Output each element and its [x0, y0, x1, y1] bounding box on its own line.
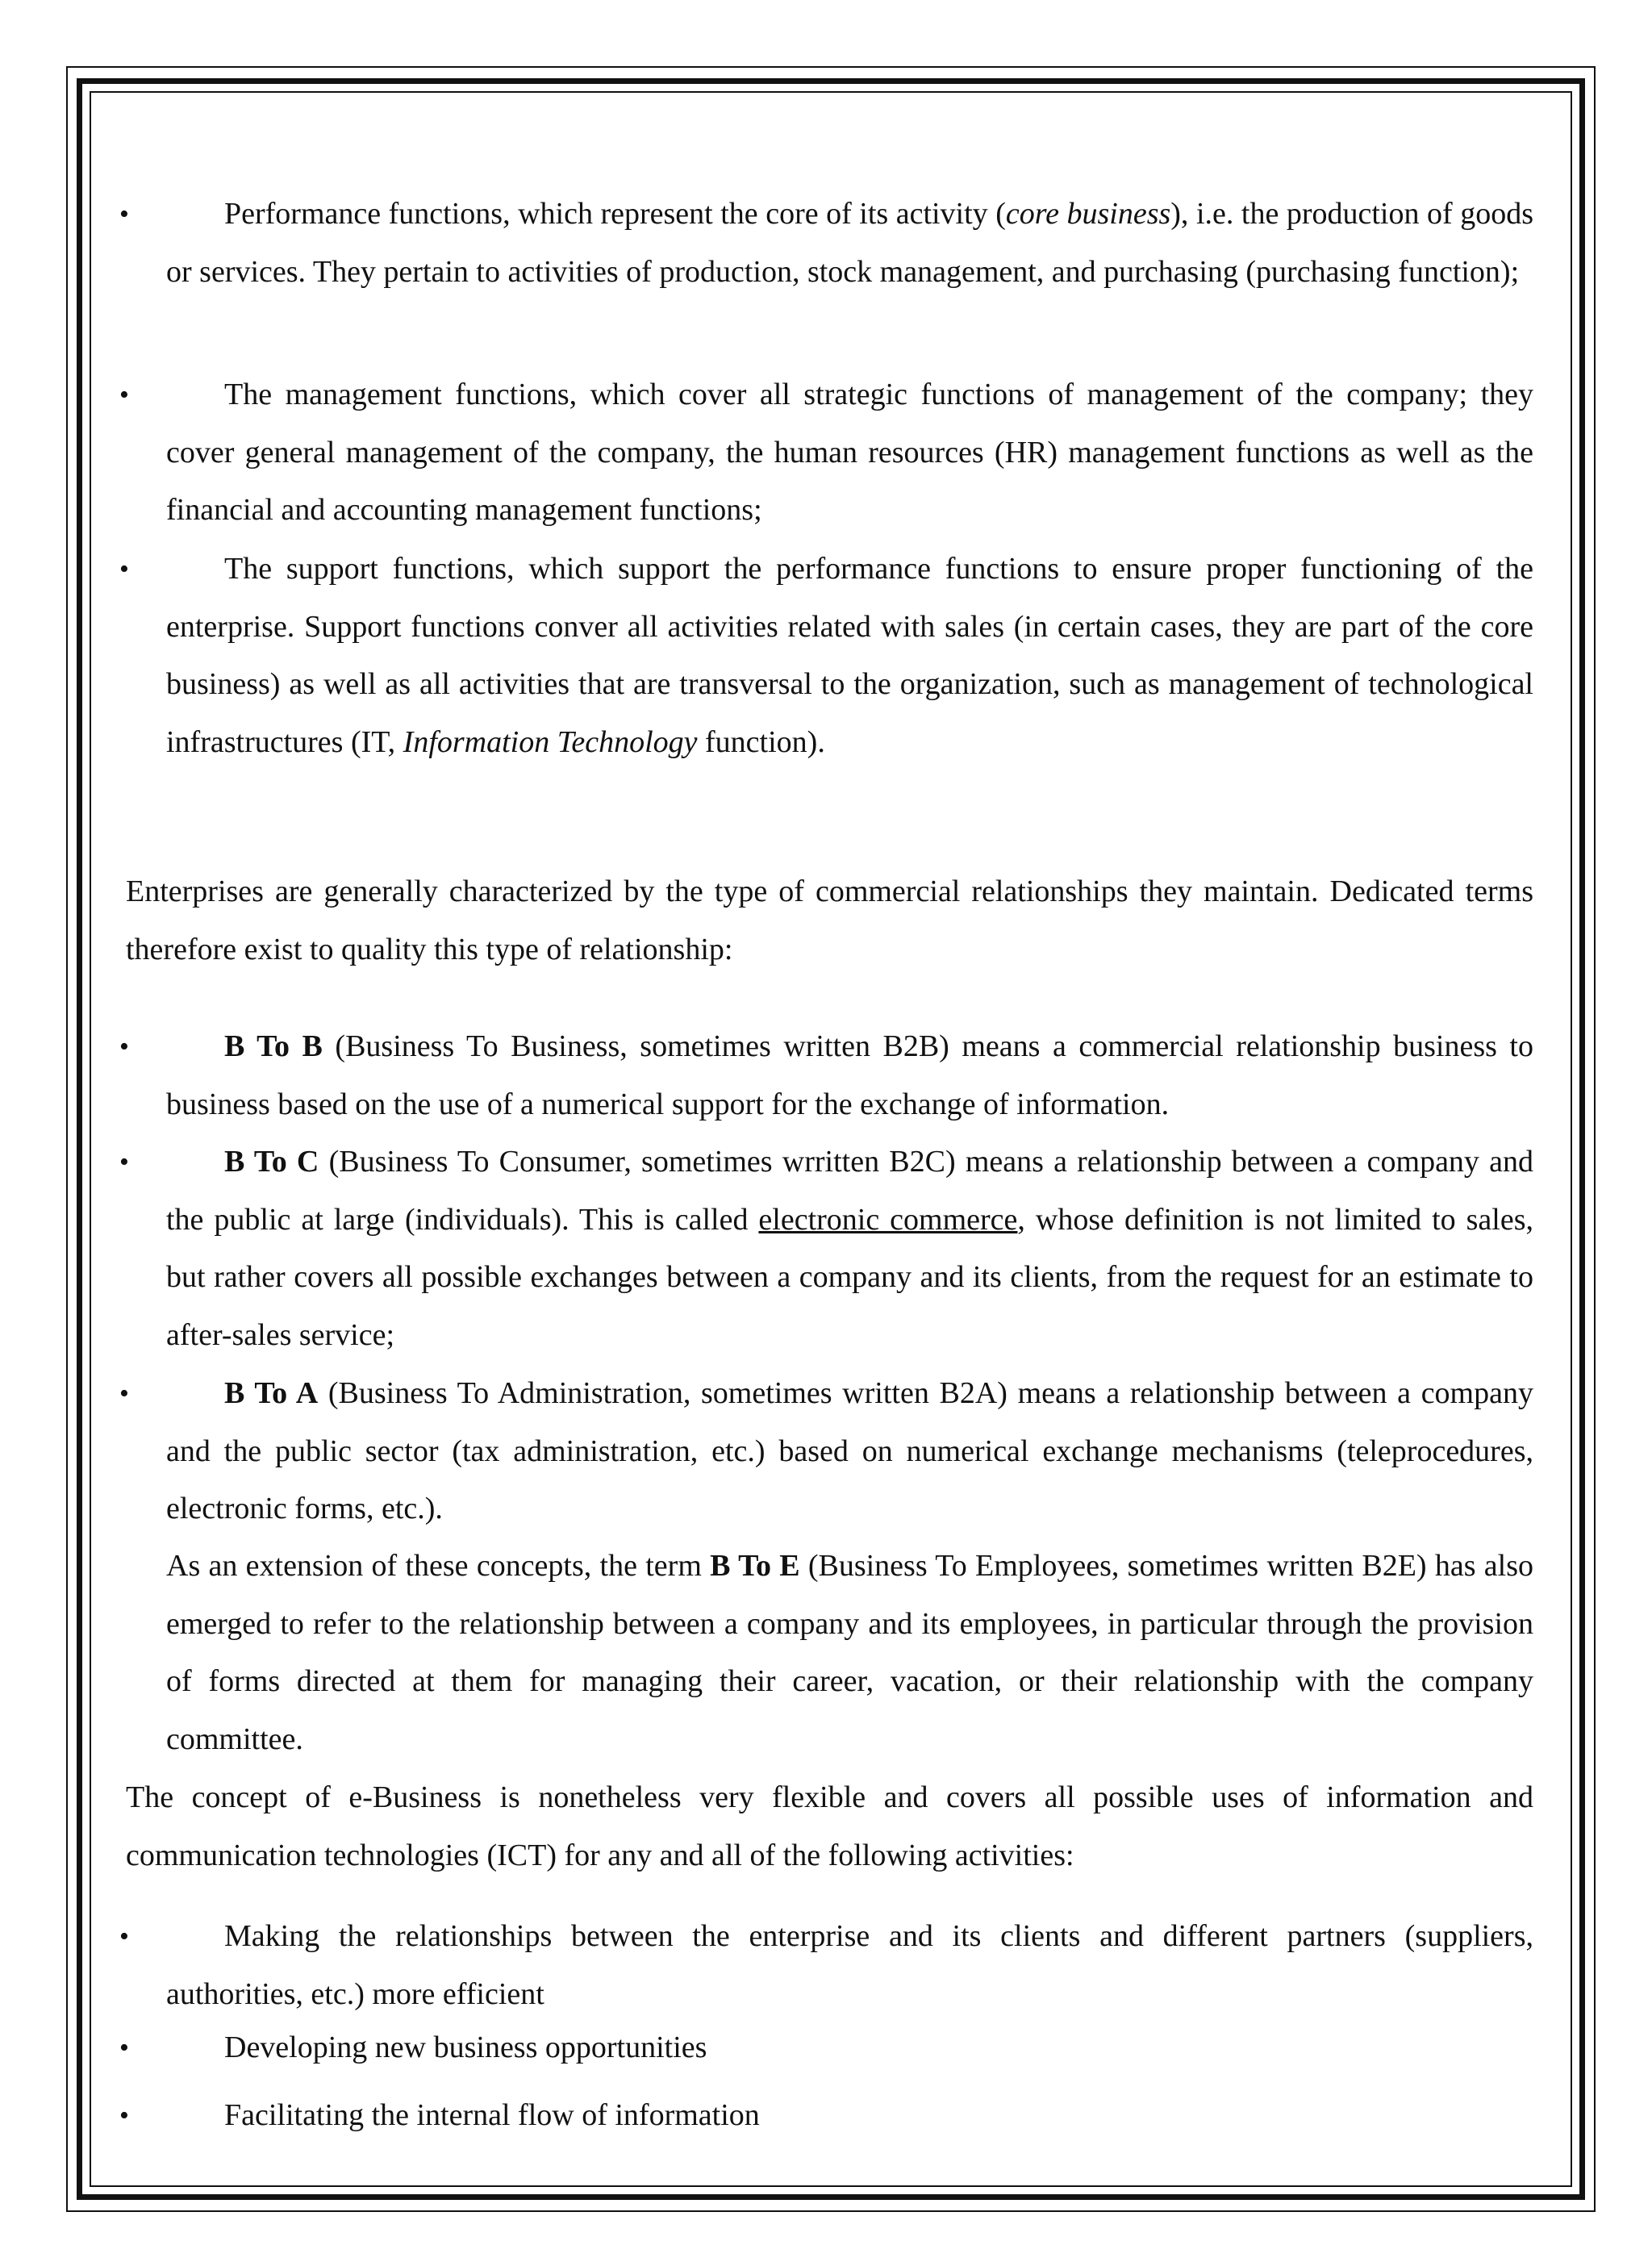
bullet-icon: • [119, 1922, 129, 1951]
bullet-icon: • [119, 1379, 129, 1409]
list-item-support-functions: The support functions, which support the performance functions to ensure proper functioning of the enterprise. Support functions conver all activities related with sales (in certain cases, they are part of the core business) as well as all activities that are transversal to the organization, such as management of technological infrastructures (IT, Information Technology function). [166, 552, 1533, 759]
list-item-activity-relationships: Making the relationships between the enterprise and its clients and different partners (suppliers, authorities, etc.) more efficient [166, 1919, 1533, 2011]
bullet-icon: • [119, 1147, 129, 1177]
bullet-icon: • [119, 554, 129, 584]
list-item-activity-opportunities: Developing new business opportunities [224, 2030, 707, 2064]
bullet-icon: • [119, 2033, 129, 2063]
list-item-b-to-b: B To B (Business To Business, sometimes written B2B) means a commercial relationship business to business based on the use of a numerical support for the exchange of information. [166, 1029, 1533, 1121]
electronic-commerce-link[interactable]: electronic commerce [758, 1202, 1018, 1237]
list-item-management-functions: The management functions, which cover all strategic functions of management of the company; they cover general management of the company, the human resources (HR) management functions as well as the financial and accounting management functions; [166, 378, 1533, 527]
paragraph-ebusiness-intro: The concept of e-Business is nonetheless very flexible and covers all possible uses of information and communication technologies (ICT) for any and all of the following activities: [126, 1780, 1533, 1872]
paragraph-relationships-intro: Enterprises are generally characterized by the type of commercial relationships they maintain. Dedicated terms therefore exist to quality this type of relationship: [126, 874, 1533, 966]
list-item-performance-functions: Performance functions, which represent the core of its activity (core business), i.e. the production of goods or services. They pertain to activities of production, stock management, and purchasing (purchasing function); [166, 197, 1533, 289]
bullet-icon: • [119, 2101, 129, 2131]
bullet-icon: • [119, 380, 129, 410]
list-item-activity-information-flow: Facilitating the internal flow of information [224, 2098, 760, 2132]
bullet-icon: • [119, 199, 129, 229]
bullet-icon: • [119, 1032, 129, 1062]
list-item-b-to-a: B To A (Business To Administration, sometimes written B2A) means a relationship between a company and the public sector (tax administration, etc.) based on numerical exchange mechanisms (teleprocedures, electronic forms, etc.). [166, 1376, 1533, 1525]
paragraph-b-to-e-extension: As an extension of these concepts, the term B To E (Business To Employees, sometimes written B2E) has also emerged to refer to the relationship between a company and its employees, in particular through the provision of forms directed at them for managing their career, vacation, or their relationship with the company committee. [166, 1549, 1533, 1756]
list-item-b-to-c: B To C (Business To Consumer, sometimes wrritten B2C) means a relationship between a company and the public at large (individuals). This is called electronic commerce, whose definition is not limited to sales, but rather covers all possible exchanges between a company and its clients, from the request for an estimate to after-sales service; [166, 1145, 1533, 1352]
